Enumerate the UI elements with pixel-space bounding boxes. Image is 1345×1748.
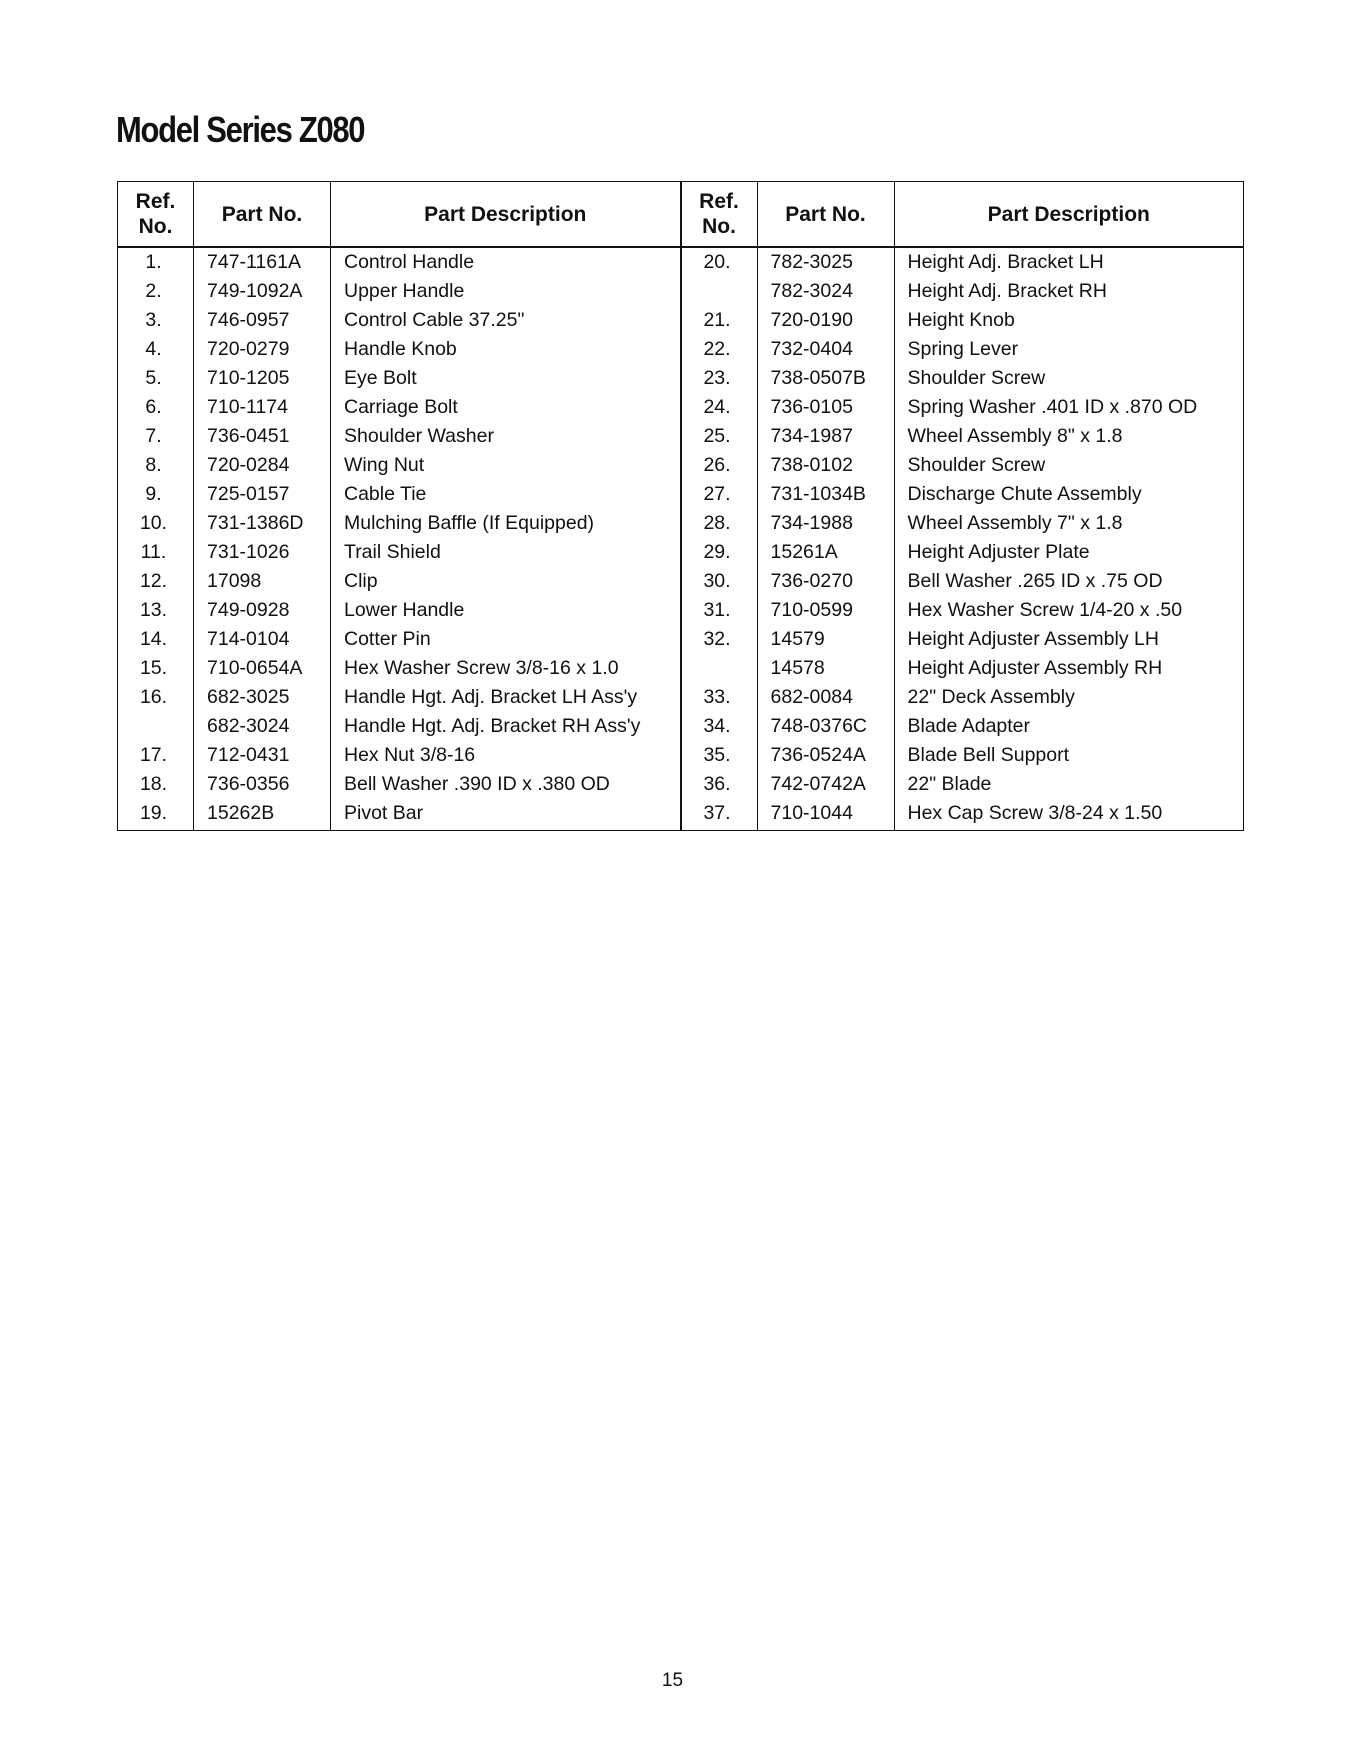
- ref-no-cell: 37.: [703, 802, 731, 824]
- part-description-cell: Handle Hgt. Adj. Bracket LH Ass'y: [344, 686, 638, 708]
- ref-no-cell: 8.: [145, 454, 162, 476]
- part-description-cell: Carriage Bolt: [344, 396, 458, 418]
- ref-no-cell: 6.: [145, 396, 162, 418]
- part-description-cell: Pivot Bar: [344, 802, 424, 824]
- part-description-cell: Wheel Assembly 8" x 1.8: [907, 425, 1123, 447]
- ref-no-cell: 17.: [139, 744, 168, 766]
- part-description-cell: Hex Nut 3/8-16: [344, 744, 476, 766]
- part-description-cell: Eye Bolt: [344, 367, 417, 389]
- part-description-cell: Blade Adapter: [907, 715, 1031, 737]
- part-description-cell: Hex Washer Screw 1/4-20 x .50: [907, 599, 1183, 621]
- part-no-column: [194, 248, 331, 830]
- ref-no-cell: 33.: [703, 686, 731, 708]
- ref-no-column: [118, 248, 194, 830]
- part-no-cell: 14579: [770, 628, 825, 650]
- part-description-cell: Height Adj. Bracket RH: [907, 280, 1107, 302]
- ref-no-cell: 23.: [703, 367, 731, 389]
- part-no-cell: 747-1161A: [207, 251, 301, 273]
- part-no-cell: 738-0507B: [770, 367, 866, 389]
- part-no-cell: 748-0376C: [770, 715, 867, 737]
- part-no-cell: 732-0404: [770, 338, 853, 360]
- ref-no-cell: 10.: [139, 512, 168, 534]
- part-no-cell: 15261A: [770, 541, 838, 563]
- ref-no-cell: 2.: [145, 280, 162, 302]
- part-no-header: Part No.: [758, 182, 895, 246]
- ref-no-cell: 12.: [139, 570, 168, 592]
- part-no-cell: 725-0157: [207, 483, 290, 505]
- part-description-cell: 22" Blade: [907, 773, 992, 795]
- ref-no-cell: 1.: [145, 251, 162, 273]
- part-no-cell: 734-1987: [770, 425, 853, 447]
- part-no-cell: 714-0104: [207, 628, 290, 650]
- ref-no-cell: 18.: [139, 773, 168, 795]
- part-description-cell: Cable Tie: [344, 483, 427, 505]
- part-no-cell: 682-3025: [207, 686, 290, 708]
- part-description-cell: Mulching Baffle (If Equipped): [344, 512, 595, 534]
- part-description-cell: Control Handle: [344, 251, 475, 273]
- ref-no-cell: 29.: [703, 541, 731, 563]
- part-no-cell: 710-0599: [770, 599, 853, 621]
- part-no-cell: 736-0451: [207, 425, 290, 447]
- part-no-cell: 738-0102: [770, 454, 853, 476]
- part-no-cell: 712-0431: [207, 744, 290, 766]
- part-description-header: Part Description: [987, 202, 1150, 226]
- part-no-cell: 731-1386D: [207, 512, 304, 534]
- ref-no-cell: 19.: [139, 802, 168, 824]
- ref-no-cell: 9.: [145, 483, 162, 505]
- parts-table-right-half: [682, 182, 1244, 830]
- part-description-header: Part Description: [424, 202, 587, 226]
- part-description-cell: Height Adjuster Plate: [907, 541, 1090, 563]
- page-title: Model Series Z080: [116, 109, 365, 150]
- part-no-cell: 749-0928: [207, 599, 290, 621]
- ref-no-cell: 36.: [703, 773, 731, 795]
- part-no-cell: 710-1174: [207, 396, 288, 418]
- part-no-column: [758, 248, 895, 830]
- part-description-cell: Height Adj. Bracket LH: [907, 251, 1104, 273]
- part-description-cell: Cotter Pin: [344, 628, 431, 650]
- ref-no-cell: 24.: [703, 396, 731, 418]
- part-description-cell: Bell Washer .390 ID x .380 OD: [344, 773, 610, 795]
- ref-no-cell: [682, 277, 757, 306]
- part-description-cell: Upper Handle: [344, 280, 465, 302]
- ref-no-cell: 34.: [703, 715, 731, 737]
- part-description-cell: Handle Knob: [344, 338, 457, 360]
- part-description-column: [895, 248, 1244, 830]
- part-no-cell: 15262B: [207, 802, 275, 824]
- part-description-cell: Blade Bell Support: [907, 744, 1070, 766]
- ref-no-cell: 21.: [703, 309, 731, 331]
- part-description-column: [331, 248, 680, 830]
- ref-no-header: Ref. No.: [682, 182, 758, 246]
- part-no-cell: 720-0279: [207, 338, 290, 360]
- part-no-cell: 736-0524A: [770, 744, 866, 766]
- part-description-cell: Bell Washer .265 ID x .75 OD: [907, 570, 1163, 592]
- part-description-cell: Trail Shield: [344, 541, 441, 563]
- ref-no-cell: 30.: [703, 570, 731, 592]
- part-description-cell: Handle Hgt. Adj. Bracket RH Ass'y: [344, 715, 641, 737]
- part-description-cell: Spring Washer .401 ID x .870 OD: [907, 396, 1198, 418]
- table-header: [118, 182, 680, 248]
- part-no-cell: 742-0742A: [770, 773, 866, 795]
- part-no-cell: 17098: [207, 570, 262, 592]
- part-description-cell: Hex Cap Screw 3/8-24 x 1.50: [907, 802, 1163, 824]
- ref-no-cell: 3.: [145, 309, 162, 331]
- ref-no-cell: 11.: [140, 541, 167, 563]
- part-description-cell: Height Knob: [907, 309, 1015, 331]
- ref-no-cell: 27.: [703, 483, 731, 505]
- part-no-cell: 720-0284: [207, 454, 290, 476]
- ref-no-cell: 35.: [703, 744, 731, 766]
- part-no-cell: 736-0356: [207, 773, 290, 795]
- ref-no-cell: 25.: [703, 425, 731, 447]
- ref-no-cell: 28.: [703, 512, 731, 534]
- part-description-cell: Height Adjuster Assembly RH: [907, 657, 1163, 679]
- page-number: 15: [661, 1670, 684, 1691]
- part-no-cell: 782-3024: [770, 280, 853, 302]
- part-no-cell: 682-0084: [770, 686, 853, 708]
- ref-no-header: Ref. No.: [118, 182, 194, 246]
- part-no-cell: 731-1034B: [770, 483, 866, 505]
- table-body: [682, 248, 1244, 830]
- part-description-cell: Control Cable 37.25": [344, 309, 525, 331]
- table-header: [682, 182, 1244, 248]
- ref-no-cell: 31.: [703, 599, 731, 621]
- part-no-cell: 720-0190: [770, 309, 853, 331]
- parts-table: [117, 181, 1244, 831]
- ref-no-cell: [682, 654, 757, 683]
- ref-no-cell: 5.: [145, 367, 162, 389]
- part-description-cell: Wing Nut: [344, 454, 425, 476]
- ref-no-cell: 14.: [139, 628, 168, 650]
- part-description-cell: Shoulder Screw: [907, 454, 1046, 476]
- part-no-header: Part No.: [194, 182, 331, 246]
- table-body: [118, 248, 680, 830]
- ref-no-cell: 4.: [145, 338, 162, 360]
- part-no-cell: 731-1026: [207, 541, 290, 563]
- ref-no-cell: [118, 712, 193, 741]
- ref-no-cell: 16.: [139, 686, 168, 708]
- part-description-cell: Spring Lever: [907, 338, 1019, 360]
- part-description-cell: Shoulder Screw: [907, 367, 1046, 389]
- part-description-cell: Clip: [344, 570, 378, 592]
- part-description-cell: Wheel Assembly 7" x 1.8: [907, 512, 1123, 534]
- part-description-cell: Lower Handle: [344, 599, 465, 621]
- ref-no-cell: 13.: [139, 599, 168, 621]
- part-no-cell: 736-0105: [770, 396, 853, 418]
- ref-no-column: [682, 248, 758, 830]
- part-description-cell: Hex Washer Screw 3/8-16 x 1.0: [344, 657, 619, 679]
- part-no-cell: 710-1205: [207, 367, 290, 389]
- part-description-cell: Discharge Chute Assembly: [907, 483, 1142, 505]
- ref-no-cell: 26.: [703, 454, 731, 476]
- part-no-cell: 749-1092A: [207, 280, 303, 302]
- part-no-cell: 736-0270: [770, 570, 853, 592]
- part-description-cell: 22" Deck Assembly: [907, 686, 1075, 708]
- part-description-cell: Height Adjuster Assembly LH: [907, 628, 1159, 650]
- parts-table-left-half: [118, 182, 682, 830]
- part-no-cell: 710-0654A: [207, 657, 303, 679]
- ref-no-cell: 22.: [703, 338, 731, 360]
- part-description-cell: Shoulder Washer: [344, 425, 494, 447]
- ref-no-cell: 32.: [703, 628, 731, 650]
- part-no-cell: 710-1044: [770, 802, 853, 824]
- ref-no-cell: 15.: [139, 657, 168, 679]
- part-no-cell: 734-1988: [770, 512, 853, 534]
- ref-no-cell: 7.: [145, 425, 162, 447]
- part-no-cell: 682-3024: [207, 715, 290, 737]
- part-no-cell: 782-3025: [770, 251, 853, 273]
- part-no-cell: 14578: [770, 657, 825, 679]
- ref-no-cell: 20.: [703, 251, 731, 273]
- part-no-cell: 746-0957: [207, 309, 290, 331]
